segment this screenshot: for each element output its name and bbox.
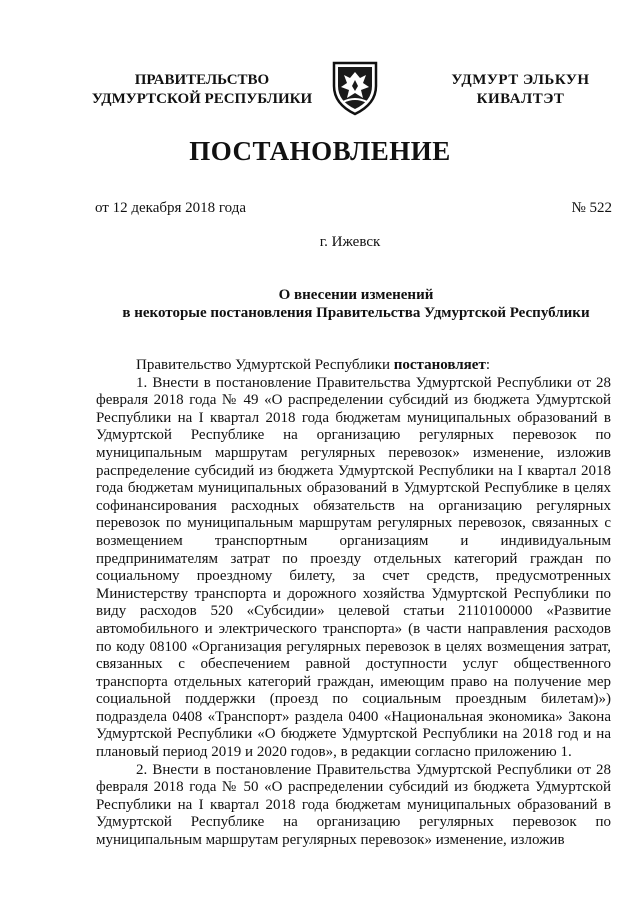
- subject-line1: О внесении изменений: [278, 287, 434, 303]
- intro-colon: :: [485, 357, 490, 373]
- government-name-line1: ПРАВИТЕЛЬСТВО: [134, 72, 270, 88]
- document-city: г. Ижевск: [319, 234, 381, 250]
- intro-paragraph: [96, 357, 611, 375]
- government-name-russian: [82, 71, 322, 109]
- document-date: от 12 декабря 2018 года: [95, 200, 247, 216]
- document-subject: [96, 286, 616, 322]
- udmurt-coat-of-arms-icon: [330, 60, 380, 116]
- government-name-udmurt-line1: УДМУРТ ЭЛЬКУН: [451, 72, 590, 88]
- intro-bold-verb: постановляет: [393, 357, 486, 373]
- intro-text: Правительство Удмуртской Республики: [136, 357, 394, 373]
- paragraph-item-2: 2. Внести в постановление Правительства Удмуртской Республики от 28 февраля 2018 года № 50 «О распределении субсидий из бюджета Удмуртской Республики на I квартал 2018 года бюджетам муниципальных образований в Удмуртской Республике на организацию регулярных перевозок по муниципальным маршрутам регулярных перевозок» изменение, изложив: [96, 761, 611, 849]
- government-name-line2: УДМУРТСКОЙ РЕСПУБЛИКИ: [91, 91, 313, 107]
- document-number: № 522: [571, 200, 612, 216]
- government-name-udmurt: [428, 71, 613, 109]
- document-title: ПОСТАНОВЛЕНИЕ: [189, 136, 451, 166]
- paragraph-item-1: 1. Внести в постановление Правительства Удмуртской Республики от 28 февраля 2018 года № 49 «О распределении субсидий из бюджета Удмуртской Республики на I квартал 2018 года бюджетам муниципальных образований в Удмуртской Республике на организацию регулярных перевозок по муниципальным маршрутам регулярных перевозок» изменение, изложив распределение субсидий из бюджета Удмуртской Республики на I квартал 2018 года бюджетам муниципальных образований в Удмуртской Республике в целях софинансирования расходных обязательств на организацию регулярных перевозок по муниципальным маршрутам регулярных перевозок, связанных с возмещением транспортным организациям и индивидуальным предпринимателям затрат по проезду отдельных категорий граждан по социальному проездному билету, за счет средств, предусмотренных Министерству транспорта и дорожного хозяйства Удмуртской Республики по виду расходов 520 «Субсидии» целевой статьи 2110100000 «Развитие автомобильного и электрического транспорта» (в части направления расходов по коду 08100 «Организация регулярных перевозок в целях возмещения затрат, связанных с обеспечением равной доступности услуг общественного транспорта отдельных категорий граждан, имеющим право на получение мер социальной поддержки (проезд по социальным проездным билетам)») подраздела 0408 «Транспорт» раздела 0400 «Национальная экономика» Закона Удмуртской Республики «О бюджете Удмуртской Республики на 2018 год и на плановый период 2019 и 2020 годов», в редакции согласно приложению 1.: [96, 374, 611, 761]
- document-body: [96, 357, 611, 850]
- government-name-udmurt-line2: КИВАЛТЭТ: [476, 91, 565, 107]
- subject-line2: в некоторые постановления Правительства Удмуртской Республики: [122, 305, 590, 321]
